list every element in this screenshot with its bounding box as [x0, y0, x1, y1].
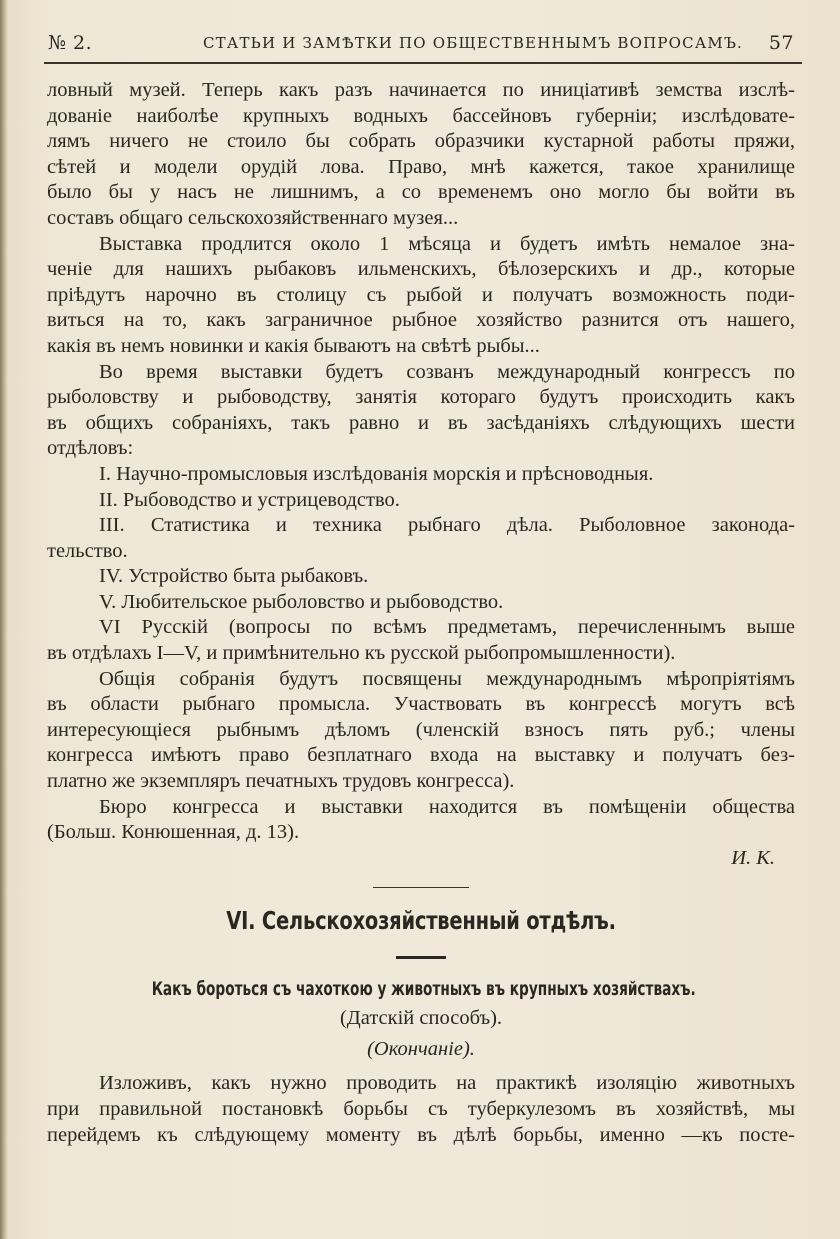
article-title: Какъ бороться съ чахоткою у животныхъ въ крупныхъ хозяйствахъ.	[151, 978, 696, 1001]
list-item: V. Любительское рыболовство и рыбоводство.	[99, 590, 504, 613]
separator-rule	[373, 887, 469, 888]
continuation-note	[47, 1033, 795, 1065]
text-line: Изложивъ, какъ нужно проводить на практикѣ изоляцію животныхъ	[99, 1072, 795, 1095]
text-line: сѣтей и модели орудій лова. Право, мнѣ кажется, такое хранилище	[47, 155, 795, 178]
text-line: Выставка продлится около 1 мѣсяца и будетъ имѣть немалое зна-	[99, 232, 795, 255]
paragraph-4	[47, 667, 795, 795]
list-item: тельство.	[47, 539, 128, 562]
text-line: отдѣловъ:	[47, 437, 134, 460]
heading-rule	[396, 956, 446, 959]
continuation-note-text: (Окончаніе).	[367, 1038, 475, 1061]
running-title: СТАТЬИ И ЗАМѢТКИ ПО ОБЩЕСТВЕННЫМЪ ВОПРОСАМЪ.	[203, 34, 744, 52]
book-spine	[0, 0, 8, 1239]
text-line: Бюро конгресса и выставки находится въ помѣщеніи общества	[99, 795, 795, 818]
paragraph-3	[47, 360, 795, 462]
list-item: въ отдѣлахъ I—V, и примѣнительно къ русской рыбопромышленности).	[47, 642, 676, 665]
list-item: VI Русскій (вопросы по всѣмъ предметамъ, перечисленнымъ выше	[99, 616, 795, 639]
text-line: Во время выставки будетъ созванъ международный конгрессъ по	[99, 360, 795, 383]
text-line: ченіе для нашихъ рыбаковъ ильменскихъ, бѣлозерскихъ и др., которые	[47, 258, 795, 281]
text-line: дованіе наиболѣе крупныхъ водныхъ бассейновъ губерніи; изслѣдовате-	[47, 104, 795, 127]
author-signature: И. К.	[731, 846, 775, 869]
text-line: составъ общаго сельскохозяйственнаго музея...	[47, 206, 459, 229]
list-item: III. Статистика и техника рыбнаго дѣла. Рыболовное законода-	[99, 514, 795, 537]
text-line: какія въ немъ новинки и какія бываютъ на свѣтѣ рыбы...	[47, 334, 540, 357]
issue-number: № 2.	[48, 32, 93, 54]
sections-list	[47, 462, 795, 667]
list-item: IV. Устройство быта рыбаковъ.	[99, 565, 369, 588]
running-header	[48, 30, 794, 60]
section-heading: VI. Сельскохозяйственный отдѣлъ.	[226, 906, 616, 936]
text-line: перейдемъ къ слѣдующему моменту въ дѣлѣ борьбы, именно —къ посте-	[47, 1123, 795, 1146]
paragraph-5	[47, 795, 795, 846]
spacer	[47, 871, 795, 887]
text-line: при правильной постановкѣ борьбы съ туберкулезомъ въ хозяйствѣ, мы	[47, 1098, 795, 1120]
header-rule	[44, 62, 802, 64]
text-line: конгресса имѣютъ право безплатнаго входа на выставку и получатъ без-	[47, 744, 795, 767]
text-line: Общія собранія будутъ посвящены международнымъ мѣропріятіямъ	[99, 667, 795, 690]
text-line: (Больш. Конюшенная, д. 13).	[47, 821, 300, 844]
text-line: виться на то, какъ заграничное рыбное хозяйство разнится отъ нашего,	[47, 309, 795, 332]
text-line: было бы у насъ не лишнимъ, а со временемъ оно могло бы войти въ	[47, 181, 795, 204]
text-line: рыболовству и рыбоводству, занятія котораго будутъ происходить какъ	[47, 386, 795, 409]
paragraph-6	[47, 1071, 795, 1148]
paragraph-2	[47, 232, 795, 360]
text-line: интересующіеся рыбнымъ дѣломъ (членскій взносъ пять руб.; члены	[47, 718, 795, 741]
article-subtitle: (Датскій способъ).	[339, 1007, 503, 1030]
text-line: ловный музей. Теперь какъ разъ начинается по иниціативѣ земства изслѣ-	[47, 79, 795, 101]
text-line: лямъ ничего не стоило бы собрать образчики кустарной работы пряжи,	[47, 130, 795, 153]
page-number: 57	[768, 32, 794, 54]
list-item: I. Научно-промысловыя изслѣдованія морскія и прѣсноводныя.	[99, 462, 654, 485]
page-body	[47, 78, 795, 1148]
text-line: въ общихъ собраніяхъ, такъ равно и въ засѣданіяхъ слѣдующихъ шести	[47, 411, 795, 434]
text-line: пріѣдутъ нарочно въ столицу съ рыбой и получатъ возможность поди-	[47, 283, 795, 306]
text-line: въ области рыбнаго промысла. Участвовать въ конгрессѣ могутъ всѣ	[47, 693, 795, 716]
list-item: II. Рыбоводство и устрицеводство.	[99, 488, 400, 511]
text-line: платно же экземпляръ печатныхъ трудовъ конгресса).	[47, 770, 515, 793]
paragraph-1	[47, 78, 795, 232]
